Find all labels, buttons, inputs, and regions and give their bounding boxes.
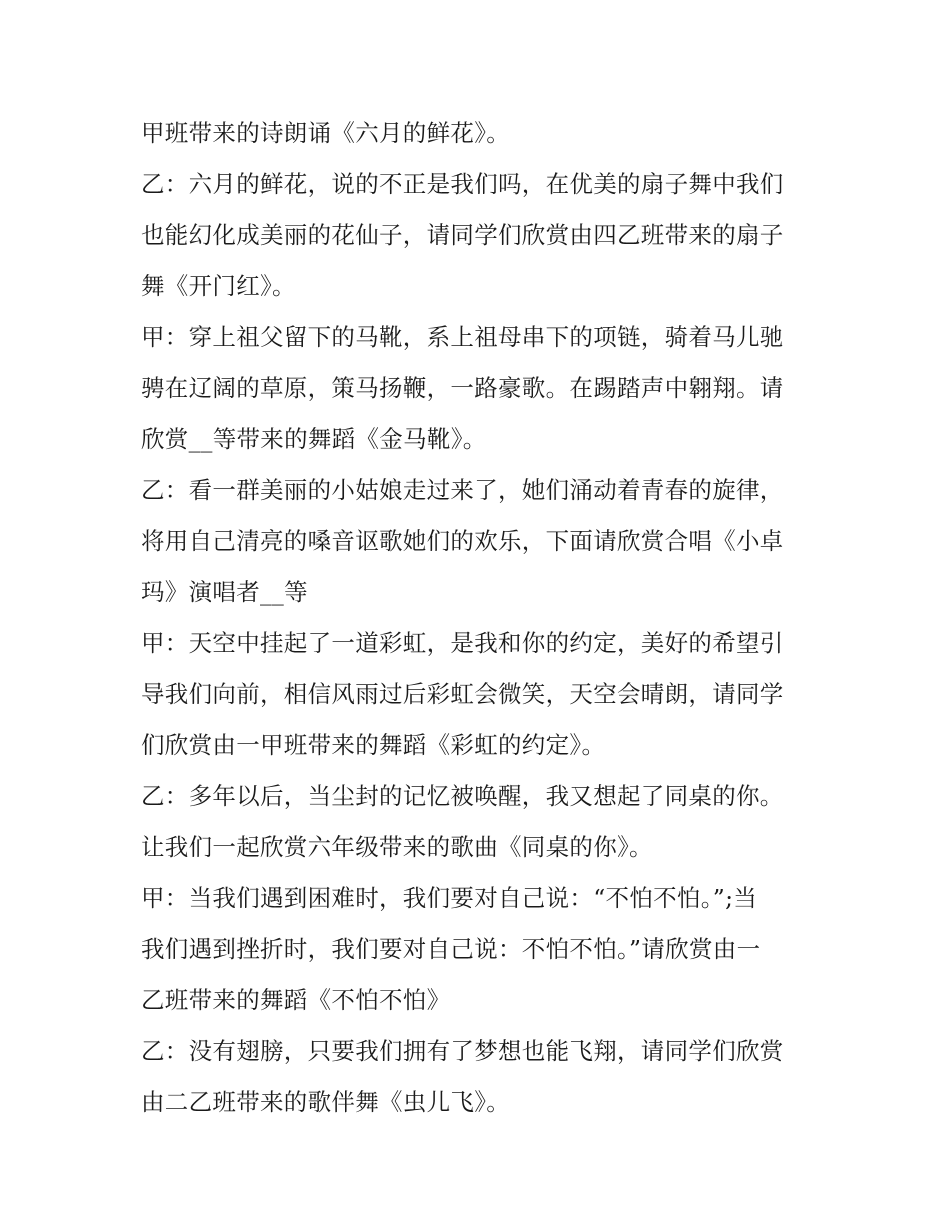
text-line: 乙：没有翅膀，只要我们拥有了梦想也能飞翔，请同学们欣赏 xyxy=(141,1037,784,1065)
text-line: 乙：看一群美丽的小姑娘走过来了，她们涌动着青春的旋律， xyxy=(141,476,784,504)
text-line: 甲：当我们遇到困难时，我们要对自己说：“不怕不怕。”;当 xyxy=(141,884,758,912)
text-line: 乙：多年以后，当尘封的记忆被唤醒，我又想起了同桌的你。 xyxy=(141,782,784,810)
text-line: 玛》演唱者__等 xyxy=(141,578,308,606)
text-line: 甲：穿上祖父留下的马靴，系上祖母串下的项链，骑着马儿驰 xyxy=(141,323,784,351)
text-line: 甲：天空中挂起了一道彩虹，是我和你的约定，美好的希望引 xyxy=(141,629,784,657)
text-line: 我们遇到挫折时，我们要对自己说：不怕不怕。”请欣赏由一 xyxy=(141,935,761,963)
text-line: 也能幻化成美丽的花仙子，请同学们欣赏由四乙班带来的扇子 xyxy=(141,221,784,249)
text-line: 将用自己清亮的嗓音讴歌她们的欢乐，下面请欣赏合唱《小卓 xyxy=(141,527,784,555)
text-line: 导我们向前，相信风雨过后彩虹会微笑，天空会晴朗，请同学 xyxy=(141,680,784,708)
text-line: 让我们一起欣赏六年级带来的歌曲《同桌的你》。 xyxy=(141,833,653,861)
text-line: 欣赏__等带来的舞蹈《金马靴》。 xyxy=(141,425,487,453)
document-body xyxy=(141,108,816,1128)
text-line: 乙班带来的舞蹈《不怕不怕》 xyxy=(141,986,451,1014)
text-line: 乙：六月的鲜花，说的不正是我们吗，在优美的扇子舞中我们 xyxy=(141,170,784,198)
text-line: 骋在辽阔的草原，策马扬鞭，一路豪歌。在踢踏声中翱翔。请 xyxy=(141,374,784,402)
text-line: 甲班带来的诗朗诵《六月的鲜花》。 xyxy=(141,119,511,147)
text-line: 们欣赏由一甲班带来的舞蹈《彩虹的约定》。 xyxy=(141,731,606,759)
text-line: 舞《开门红》。 xyxy=(141,272,296,300)
text-line: 由二乙班带来的歌伴舞《虫儿飞》。 xyxy=(141,1088,511,1116)
